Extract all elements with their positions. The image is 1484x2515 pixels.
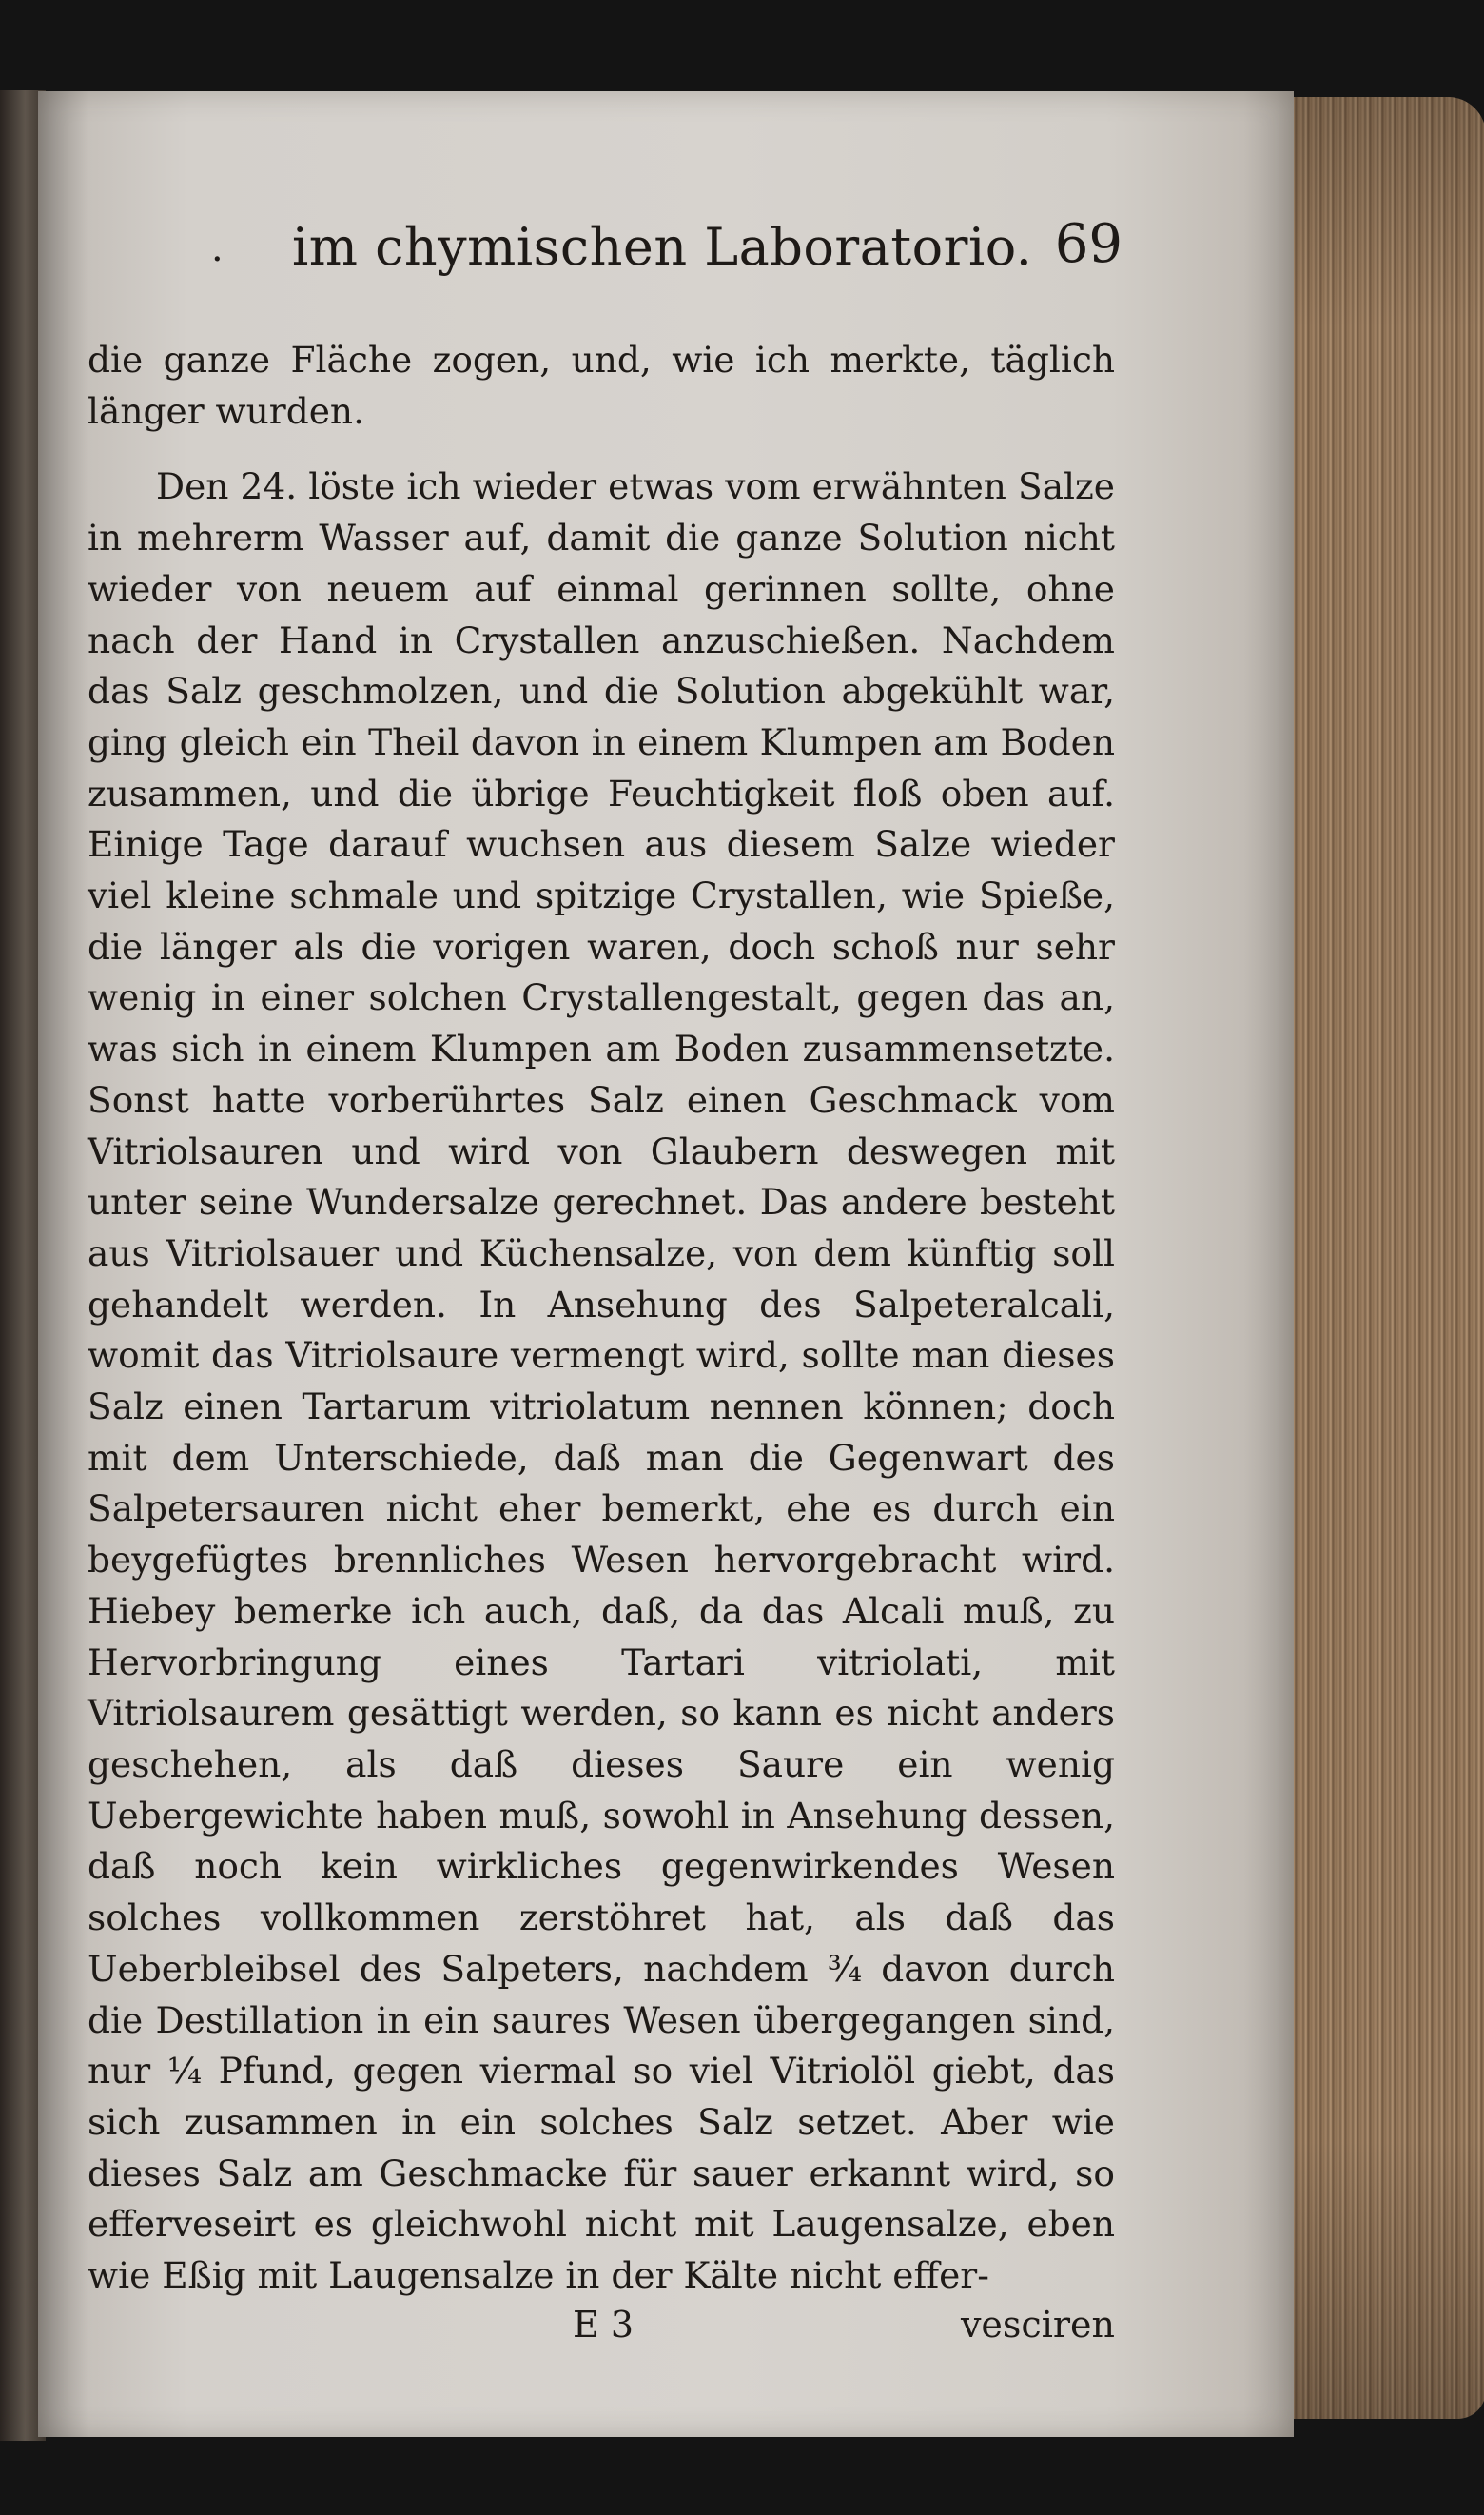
running-head-title: im chymischen Laboratorio. (292, 217, 1033, 277)
page-text-block (88, 209, 1123, 2361)
page-footer (88, 2304, 1115, 2361)
signature-mark: E 3 (573, 2303, 634, 2346)
paragraph-1: die ganze Fläche zogen, und, wie ich merkte, täglich länger wurden. (88, 339, 1115, 432)
running-head (88, 209, 1123, 295)
page-block-shadow (1286, 97, 1484, 2419)
page-number: 69 (1054, 213, 1123, 275)
running-head-dot: · (211, 238, 224, 282)
body-text (88, 335, 1115, 2302)
catchword: vesciren (960, 2303, 1115, 2346)
paragraph-2: Den 24. löste ich wieder etwas vom erwähnten Salze in mehrerm Wasser auf, damit die ganze Solution nicht wieder von neuem auf einmal gerinnen sollte, ohne nach der Hand in Crystallen anzuschießen. Nachdem das Salz geschmolzen, und die Solution abgekühlt war, ging gleich ein Theil davon in einem Klumpen am Boden zusammen, und die übrige Feuchtigkeit floß oben auf. Einige Tage darauf wuchsen aus diesem Salze wieder viel kleine schmale und spitzige Crystallen, wie Spieße, die länger als die vorigen waren, doch schoß nur sehr wenig in einer solchen Crystallengestalt, gegen das an, was sich in einem Klumpen am Boden zusammensetzte. Sonst hatte vorberührtes Salz einen Geschmack vom Vitriolsauren und wird von Glaubern deswegen mit unter seine Wundersalze gerechnet. Das andere besteht aus Vitriolsauer und Küchensalze, von dem künftig soll gehandelt werden. In Ansehung des Salpeteralcali, womit das Vitriolsaure vermengt wird, sollte man dieses Salz einen Tartarum vitriolatum nennen können; doch mit dem Unterschiede, daß man die Gegenwart des Salpetersauren nicht eher bemerkt, ehe es durch ein beygefügtes brennliches Wesen hervorgebracht wird. Hiebey bemerke ich auch, daß, da das Alcali muß, zu Hervorbringung eines Tartari vitriolati, mit Vitriolsaurem gesättigt werden, so kann es nicht anders geschehen, als daß dieses Saure ein wenig Uebergewichte haben muß, sowohl in Ansehung dessen, daß noch kein wirkliches gegenwirkendes Wesen solches vollkommen zerstöhret hat, als daß das Ueberbleibsel des Salpeters, nachdem ¾ davon durch die Destillation in ein saures Wesen übergegangen sind, nur ¼ Pfund, gegen viermal so viel Vitriolöl giebt, das sich zusammen in ein solches Salz setzet. Aber wie dieses Salz am Geschmacke für sauer erkannt wird, so efferveseirt es gleichwohl nicht mit Laugensalze, eben wie Eßig mit Laugensalze in der Kälte nicht effer- (88, 465, 1115, 2297)
